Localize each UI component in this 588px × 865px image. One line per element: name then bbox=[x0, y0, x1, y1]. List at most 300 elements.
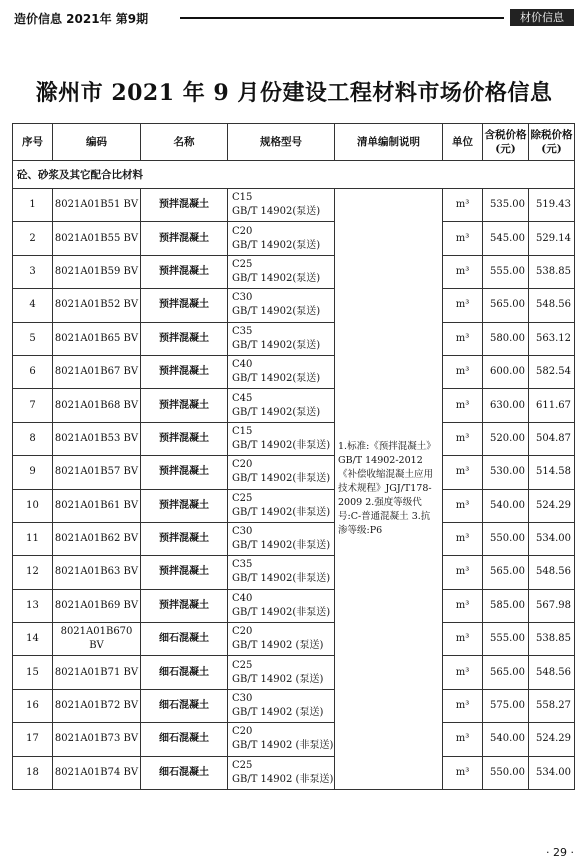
code-cell bbox=[53, 355, 141, 388]
spec-grade: C45 bbox=[232, 392, 253, 404]
unit-text: m³ bbox=[455, 566, 470, 578]
name-cell bbox=[141, 689, 228, 722]
row-number bbox=[13, 623, 53, 656]
unit-text: m³ bbox=[455, 332, 470, 344]
code-cell bbox=[53, 322, 141, 355]
code-cell bbox=[53, 222, 141, 255]
header-rule bbox=[180, 17, 504, 19]
row-number bbox=[13, 222, 53, 255]
price-notax-cell bbox=[529, 355, 575, 388]
price-tax-text: 580.00 bbox=[490, 332, 525, 344]
unit-cell bbox=[443, 289, 483, 322]
price-notax-cell bbox=[529, 322, 575, 355]
spec-cell bbox=[228, 689, 335, 722]
row-number bbox=[13, 556, 53, 589]
price-notax-cell bbox=[529, 756, 575, 789]
name-text: 预拌混凝土 bbox=[159, 499, 209, 511]
unit-text: m³ bbox=[455, 299, 470, 311]
price-tax-text: 600.00 bbox=[490, 366, 525, 378]
unit-cell bbox=[443, 656, 483, 689]
row-number-text: 9 bbox=[29, 466, 36, 478]
row-number-text: 13 bbox=[26, 599, 39, 611]
row-number bbox=[13, 723, 53, 756]
unit-text: m³ bbox=[455, 666, 470, 678]
spec-standard: GB/T 14902(泵送) bbox=[232, 373, 321, 385]
unit-cell bbox=[443, 556, 483, 589]
unit-text: m³ bbox=[455, 232, 470, 244]
row-number-text: 7 bbox=[29, 399, 36, 411]
unit-text: m³ bbox=[455, 466, 470, 478]
name-cell bbox=[141, 422, 228, 455]
spec-cell bbox=[228, 756, 335, 789]
name-cell bbox=[141, 522, 228, 555]
price-notax-text: 567.98 bbox=[536, 599, 571, 611]
code-text: 8021A01B74 BV bbox=[54, 766, 139, 778]
code-text: 8021A01B670 BV bbox=[60, 626, 133, 652]
spec-grade: C25 bbox=[232, 659, 253, 671]
code-text: 8021A01B67 BV bbox=[54, 366, 139, 378]
code-cell bbox=[53, 255, 141, 288]
page-title: 滁州市 2021 年 9 月份建设工程材料市场价格信息 bbox=[35, 80, 553, 106]
name-text: 预拌混凝土 bbox=[159, 332, 209, 344]
price-notax-cell bbox=[529, 656, 575, 689]
unit-cell bbox=[443, 355, 483, 388]
price-tax-text: 550.00 bbox=[490, 766, 525, 778]
price-notax-text: 538.85 bbox=[536, 265, 571, 277]
price-notax-cell bbox=[529, 222, 575, 255]
price-notax-text: 534.00 bbox=[536, 766, 571, 778]
spec-cell bbox=[228, 656, 335, 689]
price-tax-text: 630.00 bbox=[490, 399, 525, 411]
name-cell bbox=[141, 456, 228, 489]
row-number-text: 11 bbox=[26, 533, 39, 545]
running-header bbox=[14, 8, 574, 28]
row-number-text: 3 bbox=[29, 265, 36, 277]
spec-standard: GB/T 14902(泵送) bbox=[232, 206, 321, 218]
spec-standard: GB/T 14902(非泵送) bbox=[232, 573, 331, 585]
code-text: 8021A01B62 BV bbox=[54, 533, 139, 545]
unit-cell bbox=[443, 756, 483, 789]
price-notax-cell bbox=[529, 189, 575, 222]
row-number bbox=[13, 255, 53, 288]
unit-cell bbox=[443, 689, 483, 722]
price-tax-cell bbox=[483, 422, 529, 455]
unit-text: m³ bbox=[455, 432, 470, 444]
price-tax-text: 585.00 bbox=[490, 599, 525, 611]
name-cell bbox=[141, 189, 228, 222]
unit-cell bbox=[443, 522, 483, 555]
table-row bbox=[13, 689, 575, 722]
row-number-text: 4 bbox=[29, 299, 36, 311]
name-cell bbox=[141, 322, 228, 355]
unit-cell bbox=[443, 489, 483, 522]
name-text: 预拌混凝土 bbox=[159, 299, 209, 311]
price-notax-cell bbox=[529, 456, 575, 489]
name-cell bbox=[141, 489, 228, 522]
note-cell bbox=[335, 189, 443, 790]
price-tax-text: 575.00 bbox=[490, 700, 525, 712]
price-tax-text: 550.00 bbox=[490, 533, 525, 545]
spec-grade: C25 bbox=[232, 492, 253, 504]
code-text: 8021A01B55 BV bbox=[54, 232, 139, 244]
row-number-text: 1 bbox=[29, 199, 36, 211]
spec-cell bbox=[228, 355, 335, 388]
unit-text: m³ bbox=[455, 733, 470, 745]
price-tax-cell bbox=[483, 589, 529, 622]
price-tax-text: 520.00 bbox=[490, 432, 525, 444]
row-number-text: 8 bbox=[29, 432, 36, 444]
name-text: 预拌混凝土 bbox=[159, 533, 209, 545]
row-number bbox=[13, 389, 53, 422]
row-number bbox=[13, 355, 53, 388]
row-number-text: 14 bbox=[26, 633, 39, 645]
row-number bbox=[13, 589, 53, 622]
row-number bbox=[13, 489, 53, 522]
col-header: 名称 bbox=[141, 124, 228, 161]
unit-cell bbox=[443, 456, 483, 489]
code-text: 8021A01B69 BV bbox=[54, 599, 139, 611]
price-tax-cell bbox=[483, 522, 529, 555]
table-row bbox=[13, 389, 575, 422]
unit-text: m³ bbox=[455, 633, 470, 645]
code-text: 8021A01B51 BV bbox=[54, 199, 139, 211]
price-notax-text: 529.14 bbox=[536, 232, 571, 244]
name-text: 预拌混凝土 bbox=[159, 566, 209, 578]
name-cell bbox=[141, 589, 228, 622]
code-cell bbox=[53, 723, 141, 756]
name-cell bbox=[141, 289, 228, 322]
spec-standard: GB/T 14902(泵送) bbox=[232, 306, 321, 318]
unit-text: m³ bbox=[455, 366, 470, 378]
unit-text: m³ bbox=[455, 399, 470, 411]
spec-cell bbox=[228, 189, 335, 222]
row-number-text: 17 bbox=[26, 733, 39, 745]
name-text: 细石混凝土 bbox=[159, 700, 209, 712]
price-notax-cell bbox=[529, 389, 575, 422]
price-tax-text: 555.00 bbox=[490, 633, 525, 645]
table-row bbox=[13, 656, 575, 689]
spec-cell bbox=[228, 389, 335, 422]
table-row bbox=[13, 756, 575, 789]
price-notax-cell bbox=[529, 489, 575, 522]
price-table bbox=[12, 123, 575, 790]
spec-grade: C40 bbox=[232, 592, 253, 604]
table-row bbox=[13, 289, 575, 322]
spec-standard: GB/T 14902 (泵送) bbox=[232, 640, 324, 652]
row-number bbox=[13, 656, 53, 689]
code-cell bbox=[53, 489, 141, 522]
spec-grade: C20 bbox=[232, 726, 253, 738]
spec-cell bbox=[228, 489, 335, 522]
price-tax-cell bbox=[483, 322, 529, 355]
unit-text: m³ bbox=[455, 533, 470, 545]
price-notax-cell bbox=[529, 623, 575, 656]
code-cell bbox=[53, 189, 141, 222]
code-cell bbox=[53, 289, 141, 322]
spec-standard: GB/T 14902 (泵送) bbox=[232, 707, 324, 719]
spec-cell bbox=[228, 255, 335, 288]
code-cell bbox=[53, 456, 141, 489]
unit-text: m³ bbox=[455, 265, 470, 277]
col-header: 除税价格(元) bbox=[529, 124, 575, 161]
code-cell bbox=[53, 422, 141, 455]
row-number-text: 12 bbox=[26, 566, 39, 578]
unit-cell bbox=[443, 389, 483, 422]
spec-grade: C25 bbox=[232, 759, 253, 771]
price-notax-text: 548.56 bbox=[536, 666, 571, 678]
unit-cell bbox=[443, 623, 483, 656]
row-number bbox=[13, 422, 53, 455]
name-text: 预拌混凝土 bbox=[159, 399, 209, 411]
code-text: 8021A01B65 BV bbox=[54, 332, 139, 344]
row-number-text: 2 bbox=[29, 232, 36, 244]
price-notax-text: 563.12 bbox=[536, 332, 571, 344]
code-text: 8021A01B72 BV bbox=[54, 700, 139, 712]
price-tax-text: 555.00 bbox=[490, 265, 525, 277]
price-notax-cell bbox=[529, 556, 575, 589]
table-row bbox=[13, 489, 575, 522]
price-notax-text: 524.29 bbox=[536, 499, 571, 511]
spec-standard: GB/T 14902 (非泵送) bbox=[232, 773, 334, 785]
unit-text: m³ bbox=[455, 499, 470, 511]
price-tax-cell bbox=[483, 222, 529, 255]
price-notax-cell bbox=[529, 522, 575, 555]
row-number bbox=[13, 756, 53, 789]
price-tax-text: 540.00 bbox=[490, 733, 525, 745]
table-row bbox=[13, 522, 575, 555]
spec-standard: GB/T 14902(非泵送) bbox=[232, 439, 331, 451]
name-cell bbox=[141, 355, 228, 388]
spec-grade: C20 bbox=[232, 459, 253, 471]
price-notax-cell bbox=[529, 255, 575, 288]
table-row bbox=[13, 189, 575, 222]
price-tax-cell bbox=[483, 456, 529, 489]
price-tax-cell bbox=[483, 623, 529, 656]
spec-cell bbox=[228, 723, 335, 756]
name-cell bbox=[141, 222, 228, 255]
unit-text: m³ bbox=[455, 766, 470, 778]
group-row bbox=[13, 161, 575, 189]
name-cell bbox=[141, 656, 228, 689]
name-cell bbox=[141, 623, 228, 656]
code-text: 8021A01B59 BV bbox=[54, 265, 139, 277]
code-cell bbox=[53, 756, 141, 789]
name-text: 预拌混凝土 bbox=[159, 366, 209, 378]
price-tax-text: 565.00 bbox=[490, 566, 525, 578]
price-notax-cell bbox=[529, 589, 575, 622]
spec-cell bbox=[228, 222, 335, 255]
name-cell bbox=[141, 389, 228, 422]
code-text: 8021A01B61 BV bbox=[54, 499, 139, 511]
price-tax-text: 540.00 bbox=[490, 499, 525, 511]
spec-cell bbox=[228, 522, 335, 555]
row-number-text: 10 bbox=[26, 499, 39, 511]
spec-grade: C15 bbox=[232, 192, 253, 204]
price-notax-text: 524.29 bbox=[536, 733, 571, 745]
price-tax-cell bbox=[483, 255, 529, 288]
name-text: 预拌混凝土 bbox=[159, 466, 209, 478]
spec-cell bbox=[228, 422, 335, 455]
row-number-text: 18 bbox=[26, 766, 39, 778]
col-header: 清单编制说明 bbox=[335, 124, 443, 161]
price-tax-text: 530.00 bbox=[490, 466, 525, 478]
price-notax-text: 548.56 bbox=[536, 566, 571, 578]
table-row bbox=[13, 623, 575, 656]
price-notax-text: 538.85 bbox=[536, 633, 571, 645]
row-number bbox=[13, 322, 53, 355]
code-text: 8021A01B52 BV bbox=[54, 299, 139, 311]
spec-cell bbox=[228, 589, 335, 622]
price-notax-text: 534.00 bbox=[536, 533, 571, 545]
price-tax-cell bbox=[483, 756, 529, 789]
spec-standard: GB/T 14902(非泵送) bbox=[232, 540, 331, 552]
code-text: 8021A01B71 BV bbox=[54, 666, 139, 678]
price-notax-cell bbox=[529, 289, 575, 322]
name-text: 预拌混凝土 bbox=[159, 199, 209, 211]
spec-standard: GB/T 14902(非泵送) bbox=[232, 473, 331, 485]
price-tax-text: 535.00 bbox=[490, 199, 525, 211]
section-tag: 材价信息 bbox=[510, 9, 574, 26]
row-number-text: 15 bbox=[26, 666, 39, 678]
spec-standard: GB/T 14902(泵送) bbox=[232, 272, 321, 284]
group-label: 砼、砂浆及其它配合比材料 bbox=[13, 161, 575, 189]
spec-grade: C20 bbox=[232, 626, 253, 638]
price-tax-cell bbox=[483, 289, 529, 322]
price-tax-cell bbox=[483, 355, 529, 388]
spec-grade: C30 bbox=[232, 526, 253, 538]
unit-cell bbox=[443, 723, 483, 756]
table-row bbox=[13, 222, 575, 255]
price-tax-text: 545.00 bbox=[490, 232, 525, 244]
row-number-text: 5 bbox=[29, 332, 36, 344]
unit-cell bbox=[443, 255, 483, 288]
price-notax-text: 519.43 bbox=[536, 199, 571, 211]
row-number bbox=[13, 522, 53, 555]
table-header-row bbox=[13, 124, 575, 161]
name-text: 预拌混凝土 bbox=[159, 599, 209, 611]
price-tax-cell bbox=[483, 723, 529, 756]
row-number-text: 6 bbox=[29, 366, 36, 378]
spec-standard: GB/T 14902(泵送) bbox=[232, 239, 321, 251]
row-number bbox=[13, 456, 53, 489]
spec-grade: C30 bbox=[232, 693, 253, 705]
spec-standard: GB/T 14902(泵送) bbox=[232, 406, 321, 418]
price-tax-cell bbox=[483, 389, 529, 422]
name-text: 预拌混凝土 bbox=[159, 432, 209, 444]
code-text: 8021A01B63 BV bbox=[54, 566, 139, 578]
spec-standard: GB/T 14902(非泵送) bbox=[232, 606, 331, 618]
spec-standard: GB/T 14902(泵送) bbox=[232, 339, 321, 351]
code-cell bbox=[53, 656, 141, 689]
price-tax-cell bbox=[483, 189, 529, 222]
price-notax-text: 548.56 bbox=[536, 299, 571, 311]
unit-cell bbox=[443, 222, 483, 255]
spec-cell bbox=[228, 623, 335, 656]
table-row bbox=[13, 556, 575, 589]
name-cell bbox=[141, 723, 228, 756]
price-tax-cell bbox=[483, 489, 529, 522]
price-notax-text: 582.54 bbox=[536, 366, 571, 378]
unit-cell bbox=[443, 189, 483, 222]
page-number: · 29 · bbox=[546, 846, 574, 859]
table-row bbox=[13, 322, 575, 355]
col-header: 单位 bbox=[443, 124, 483, 161]
spec-cell bbox=[228, 322, 335, 355]
code-text: 8021A01B73 BV bbox=[54, 733, 139, 745]
price-notax-cell bbox=[529, 422, 575, 455]
issue-label: 造价信息 2021年 第9期 bbox=[14, 12, 149, 26]
name-text: 预拌混凝土 bbox=[159, 265, 209, 277]
spec-grade: C35 bbox=[232, 559, 253, 571]
price-notax-text: 504.87 bbox=[536, 432, 571, 444]
code-text: 8021A01B57 BV bbox=[54, 466, 139, 478]
spec-grade: C35 bbox=[232, 325, 253, 337]
col-header: 序号 bbox=[13, 124, 53, 161]
code-text: 8021A01B53 BV bbox=[54, 432, 139, 444]
row-number-text: 16 bbox=[26, 700, 39, 712]
row-number bbox=[13, 689, 53, 722]
name-text: 细石混凝土 bbox=[159, 766, 209, 778]
spec-standard: GB/T 14902 (非泵送) bbox=[232, 740, 334, 752]
price-notax-text: 558.27 bbox=[536, 700, 571, 712]
table-row bbox=[13, 422, 575, 455]
code-cell bbox=[53, 522, 141, 555]
price-tax-cell bbox=[483, 689, 529, 722]
price-notax-cell bbox=[529, 689, 575, 722]
spec-grade: C25 bbox=[232, 258, 253, 270]
spec-cell bbox=[228, 456, 335, 489]
name-text: 细石混凝土 bbox=[159, 633, 209, 645]
unit-cell bbox=[443, 589, 483, 622]
unit-text: m³ bbox=[455, 599, 470, 611]
code-cell bbox=[53, 689, 141, 722]
name-cell bbox=[141, 556, 228, 589]
price-tax-text: 565.00 bbox=[490, 666, 525, 678]
note-text: 1.标准:《预拌混凝土》GB/T 14902-2012《补偿收缩混凝土应用技术规程》JGJ/T178-2009 2.强度等级代号:C-普通混凝土 3.抗渗等级:P6 bbox=[338, 441, 436, 537]
code-text: 8021A01B68 BV bbox=[54, 399, 139, 411]
unit-cell bbox=[443, 422, 483, 455]
price-notax-text: 514.58 bbox=[536, 466, 571, 478]
name-text: 细石混凝土 bbox=[159, 733, 209, 745]
code-cell bbox=[53, 589, 141, 622]
code-cell bbox=[53, 556, 141, 589]
price-tax-cell bbox=[483, 556, 529, 589]
unit-text: m³ bbox=[455, 199, 470, 211]
price-notax-cell bbox=[529, 723, 575, 756]
price-notax-text: 611.67 bbox=[536, 399, 571, 411]
code-cell bbox=[53, 389, 141, 422]
name-cell bbox=[141, 756, 228, 789]
col-header: 规格型号 bbox=[228, 124, 335, 161]
name-text: 细石混凝土 bbox=[159, 666, 209, 678]
unit-text: m³ bbox=[455, 700, 470, 712]
name-text: 预拌混凝土 bbox=[159, 232, 209, 244]
unit-cell bbox=[443, 322, 483, 355]
table-row bbox=[13, 255, 575, 288]
spec-standard: GB/T 14902 (泵送) bbox=[232, 673, 324, 685]
row-number bbox=[13, 189, 53, 222]
price-tax-cell bbox=[483, 656, 529, 689]
spec-grade: C20 bbox=[232, 225, 253, 237]
spec-grade: C40 bbox=[232, 359, 253, 371]
name-cell bbox=[141, 255, 228, 288]
spec-cell bbox=[228, 556, 335, 589]
spec-standard: GB/T 14902(非泵送) bbox=[232, 506, 331, 518]
table-row bbox=[13, 589, 575, 622]
row-number bbox=[13, 289, 53, 322]
table-row bbox=[13, 355, 575, 388]
spec-grade: C30 bbox=[232, 292, 253, 304]
